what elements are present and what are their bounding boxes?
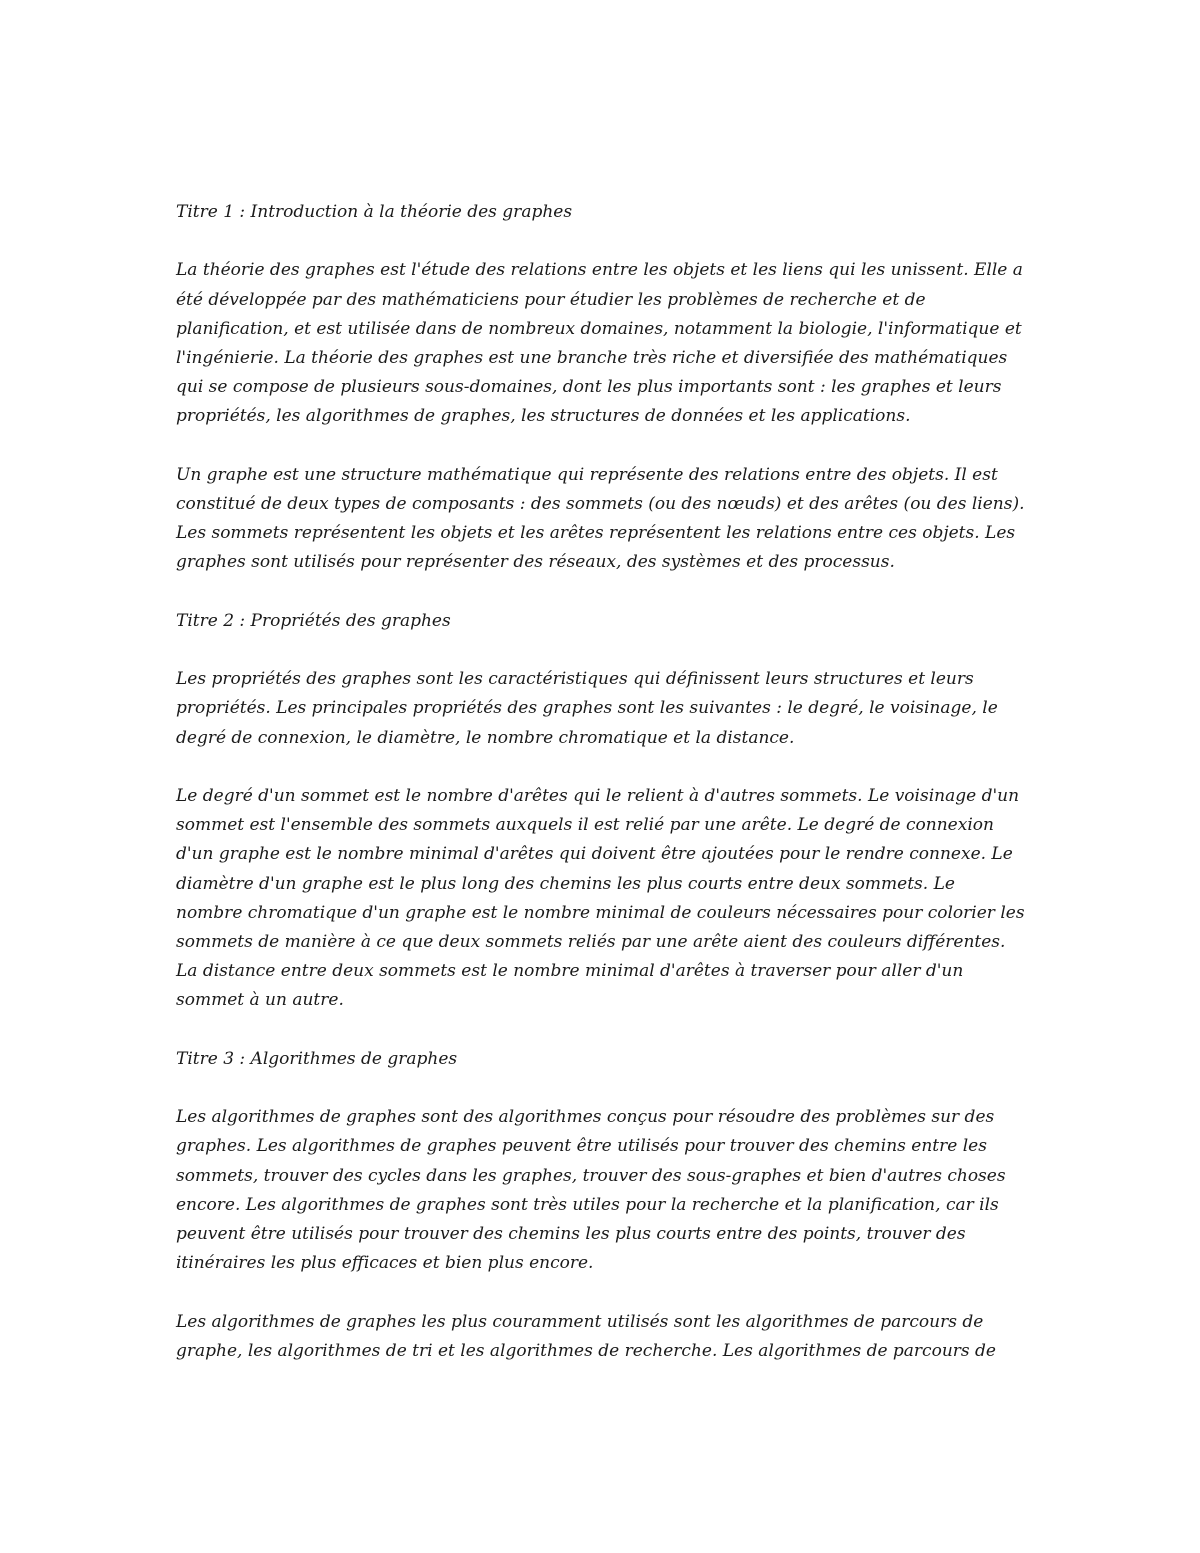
section-heading-2: Titre 2 : Propriétés des graphes xyxy=(176,610,451,631)
paragraph-properties-details: Le degré d'un sommet est le nombre d'arêtes qui le relient à d'autres sommets. Le voisinage d'un sommet est l'ensemble des sommets auxquels il est relié par une arête. Le degré de connexion d'un graphe est le nombre minimal d'arêtes qui doivent être ajoutées pour le rendre connexe. Le diamètre d'un graphe est le plus long des chemins les plus courts entre deux sommets. Le nombre chromatique d'un graphe est le nombre minimal de couleurs nécessaires pour colorier les sommets de manière à ce que deux sommets reliés par une arête aient des couleurs différentes. La distance entre deux sommets est le nombre minimal d'arêtes à traverser pour aller d'un sommet à un autre. xyxy=(176,785,1025,1011)
paragraph-graph-definition: Un graphe est une structure mathématique qui représente des relations entre des objets. Il est constitué de deux types de composants : des sommets (ou des nœuds) et des arêtes (ou des liens). Les sommets représentent les objets et les arêtes représentent les relations entre ces objets. Les graphes sont utilisés pour représenter des réseaux, des systèmes et des processus. xyxy=(176,464,1025,573)
paragraph-intro: La théorie des graphes est l'étude des relations entre les objets et les liens qui les unissent. Elle a été développée par des mathématiciens pour étudier les problèmes de recherche et de planification, et est utilisée dans de nombreux domaines, notamment la biologie, l'informatique et l'ingénierie. La théorie des graphes est une branche très riche et diversifiée des mathématiques qui se compose de plusieurs sous-domaines, dont les plus importants sont : les graphes et leurs propriétés, les algorithmes de graphes, les structures de données et les applications. xyxy=(176,260,1023,427)
section-heading-3: Titre 3 : Algorithmes de graphes xyxy=(176,1048,458,1069)
paragraph-algorithms-common: Les algorithmes de graphes les plus couramment utilisés sont les algorithmes de parcours de graphe, les algorithmes de tri et les algorithmes de recherche. Les algorithmes de parcours de xyxy=(176,1311,996,1361)
section-heading-1: Titre 1 : Introduction à la théorie des graphes xyxy=(176,202,573,222)
paragraph-properties: Les propriétés des graphes sont les caractéristiques qui définissent leurs structures et leurs propriétés. Les principales propriétés des graphes sont les suivantes : le degré, le voisinage, le degré de connexion, le diamètre, le nombre chromatique et la distance. xyxy=(176,669,998,748)
document-page xyxy=(176,198,1026,1395)
paragraph-algorithms: Les algorithmes de graphes sont des algorithmes conçus pour résoudre des problèmes sur des graphes. Les algorithmes de graphes peuvent être utilisés pour trouver des chemins entre les sommets, trouver des cycles dans les graphes, trouver des sous-graphes et bien d'autres choses encore. Les algorithmes de graphes sont très utiles pour la recherche et la planification, car ils peuvent être utilisés pour trouver des chemins les plus courts entre des points, trouver des itinéraires les plus efficaces et bien plus encore. xyxy=(176,1107,1006,1274)
